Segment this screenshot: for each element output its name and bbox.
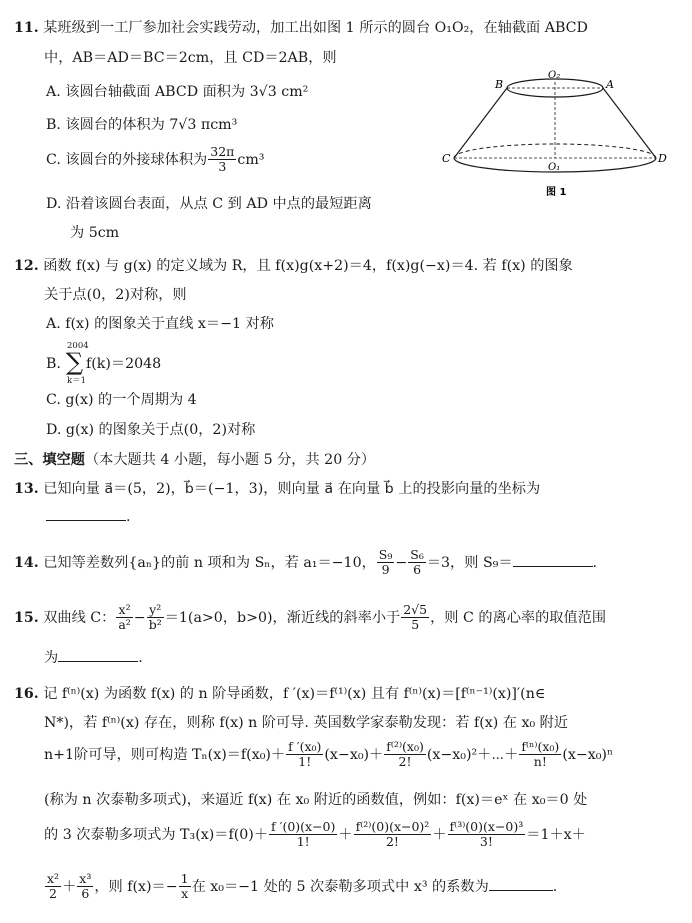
q13-answer-line (46, 509, 131, 526)
q11-stem-2: 中，AB＝AD＝BC＝2cm，且 CD＝2AB，则 (44, 50, 337, 66)
q13-line1 (14, 481, 540, 498)
q12-sum-sign: ∑ (66, 348, 84, 376)
q16-l6-mid: ，则 f(x)＝− (94, 878, 178, 895)
q16-l3-frac2: $\frac{\text{f⁽²⁾(x₀)}}{2!}$ (386, 739, 424, 770)
q14-line (14, 548, 597, 578)
q16-l3-pre: n+1阶可导，则可构造 Tₙ(x)＝f(x₀)＋ (44, 746, 286, 763)
q12-number: 12. (14, 258, 39, 274)
q16-l3-term1: (x−x₀)＋ (324, 746, 384, 763)
q16-l5-frac3: $\frac{\text{f⁽³⁾(0)(x−0)³}}{3!}$ (449, 819, 524, 850)
q14-answer-blank[interactable] (513, 565, 593, 567)
q12-option-d: D. g(x) 的图象关于点(0，2)对称 (46, 422, 256, 438)
label-o2: O₂ (548, 70, 561, 81)
label-b: B (495, 78, 504, 91)
q16-l6-frac1: $\frac{\text{x²}}{2}$ (47, 871, 60, 902)
q16-l6-plus: ＋ (62, 878, 77, 895)
q11-option-c (46, 145, 264, 175)
label-a: A (606, 78, 614, 91)
q12-sum-lower: k＝1 (67, 376, 87, 386)
q16-line3 (44, 740, 613, 770)
q15-answer-blank[interactable] (58, 660, 138, 662)
q14-minus: − (395, 554, 408, 571)
q16-l5-frac2: $\frac{\text{f⁽²⁾(0)(x−0)²}}{2!}$ (355, 819, 430, 850)
q12-option-a: A. f(x) 的图象关于直线 x＝−1 对称 (46, 316, 274, 332)
q16-l3-term2: (x−x₀)²＋⋯＋ (426, 746, 519, 763)
q16-l5-plus1: ＋ (338, 826, 353, 843)
q16-l3-frac1: $\frac{\text{f ′(x₀)}}{1!}$ (288, 739, 322, 770)
figure-caption: 图 1 (546, 187, 567, 198)
label-c: C (442, 152, 451, 165)
q16-l3-frac3: $\frac{\text{f⁽ⁿ⁾(x₀)}}{n!}$ (521, 739, 560, 770)
q11-option-c-unit: cm³ (237, 151, 265, 168)
section-3-heading (14, 452, 375, 469)
q12-stem-1: 函数 f(x) 与 g(x) 的定义域为 R，且 f(x)g(x+2)＝4，f(x)g(−x)＝4. 若 f(x) 的图象 (43, 258, 573, 274)
slant-left (454, 88, 507, 158)
q15-line2 (44, 650, 143, 667)
q12-option-c: C. g(x) 的一个周期为 4 (46, 392, 197, 408)
q11-number: 11. (14, 20, 39, 36)
q14-stem-pre: 已知等差数列{aₙ}的前 n 项和为 Sₙ，若 a₁＝−10， (43, 554, 376, 571)
q16-line5 (44, 820, 586, 850)
q15-period: . (138, 650, 143, 666)
q15-fraction-x2: $\frac{\text{x²}}{\text{a²}}$ (118, 602, 131, 633)
q13-answer-blank[interactable] (46, 519, 126, 521)
q16-line1 (14, 686, 545, 703)
q16-l6-post: 在 x₀＝−1 处的 5 次泰勒多项式中 x³ 的系数为 (191, 878, 489, 895)
q11-option-d-2: 为 5cm (70, 225, 120, 241)
q13-number: 13. (14, 481, 39, 497)
q16-l5-post: ＝1＋x＋ (526, 826, 586, 843)
q11-line1 (14, 20, 588, 37)
label-o1: O₁ (548, 162, 561, 173)
section-3-title: 三、填空题 (14, 452, 85, 468)
q15-stem-mid: ＝1(a>0，b>0)，渐近线的斜率小于 (164, 609, 401, 626)
q15-number: 15. (14, 609, 39, 626)
label-d: D (658, 152, 667, 165)
q12-sum-upper: 2004 (67, 341, 89, 351)
q16-line6 (44, 872, 557, 902)
q11-option-a: A. 该圆台轴截面 ABCD 面积为 3√3 cm² (46, 84, 309, 100)
q15-fraction-slope: $\frac{2√5}{5}$ (403, 602, 428, 633)
q15-line2-text: 为 (44, 650, 59, 666)
frustum-figure (440, 70, 670, 205)
q11-option-c-text: C. 该圆台的外接球体积为 (46, 151, 208, 168)
bottom-ellipse-back (454, 144, 656, 158)
q14-period: . (592, 554, 598, 571)
q15-stem-post: ，则 C 的离心率的取值范围 (430, 609, 607, 626)
q14-fraction-s9: $\frac{\text{S₉}}{9}$ (378, 547, 393, 578)
q12-option-b-label: B. (46, 356, 61, 372)
q15-stem-pre: 双曲线 C： (43, 609, 116, 626)
q13-stem: 已知向量 a⃗＝(5，2)，b⃗＝(−1，3)，则向量 a⃗ 在向量 b⃗ 上的投影向量的坐标为 (43, 481, 541, 497)
q16-l5-pre: 的 3 次泰勒多项式为 T₃(x)＝f(0)＋ (44, 826, 269, 843)
section-3-description: （本大题共 4 小题，每小题 5 分，共 20 分） (84, 452, 376, 468)
frustum-diagram (440, 70, 670, 205)
q11-option-d-1: D. 沿着该圆台表面，从点 C 到 AD 中点的最短距离 (46, 196, 372, 212)
q11-option-c-fraction: $\frac{32\pi}{3}$ (210, 144, 235, 175)
q12-stem-2: 关于点(0，2)对称，则 (44, 287, 187, 303)
q14-number: 14. (14, 554, 39, 571)
q12-option-b-text: f(k)＝2048 (86, 356, 162, 372)
q16-stem-1: 记 f⁽ⁿ⁾(x) 为函数 f(x) 的 n 阶导函数，f ′(x)＝f⁽¹⁾(x) 且有 f⁽ⁿ⁾(x)＝[f⁽ⁿ⁻¹⁾(x)]′(n∈ (43, 686, 546, 702)
q16-l6-frac3: $\frac{1}{x}$ (180, 871, 189, 902)
q12-line1 (14, 258, 573, 275)
q16-number: 16. (14, 686, 39, 702)
q16-period: . (552, 878, 558, 895)
q15-fraction-y2: $\frac{\text{y²}}{\text{b²}}$ (148, 602, 162, 633)
q16-answer-blank[interactable] (489, 889, 553, 891)
q11-stem-1: 某班级到一工厂参加社会实践劳动，加工出如图 1 所示的圆台 O₁O₂，在轴截面 ABCD (43, 20, 588, 36)
q13-period: . (126, 509, 131, 525)
slant-right (603, 88, 656, 158)
q16-l3-term3: (x−x₀)ⁿ (562, 746, 614, 763)
q16-l5-frac1: $\frac{f '(0)(x-0)}{1!}$ (271, 819, 336, 850)
q15-line1 (14, 603, 606, 633)
q14-stem-post: ＝3，则 S₉＝ (426, 554, 513, 571)
q16-l6-frac2: $\frac{\text{x³}}{6}$ (79, 871, 92, 902)
q16-stem-4: (称为 n 次泰勒多项式)，来逼近 f(x) 在 x₀ 附近的函数值，例如：f(x)＝eˣ 在 x₀＝0 处 (44, 792, 588, 808)
q15-minus: − (133, 609, 146, 626)
q14-fraction-s6: $\frac{\text{S₆}}{6}$ (410, 547, 424, 578)
q16-stem-2: N*)，若 f⁽ⁿ⁾(x) 存在，则称 f(x) n 阶可导. 英国数学家泰勒发现：若 f(x) 在 x₀ 附近 (44, 715, 569, 731)
q11-option-b: B. 该圆台的体积为 7√3 πcm³ (46, 117, 238, 133)
q16-l5-plus2: ＋ (432, 826, 447, 843)
